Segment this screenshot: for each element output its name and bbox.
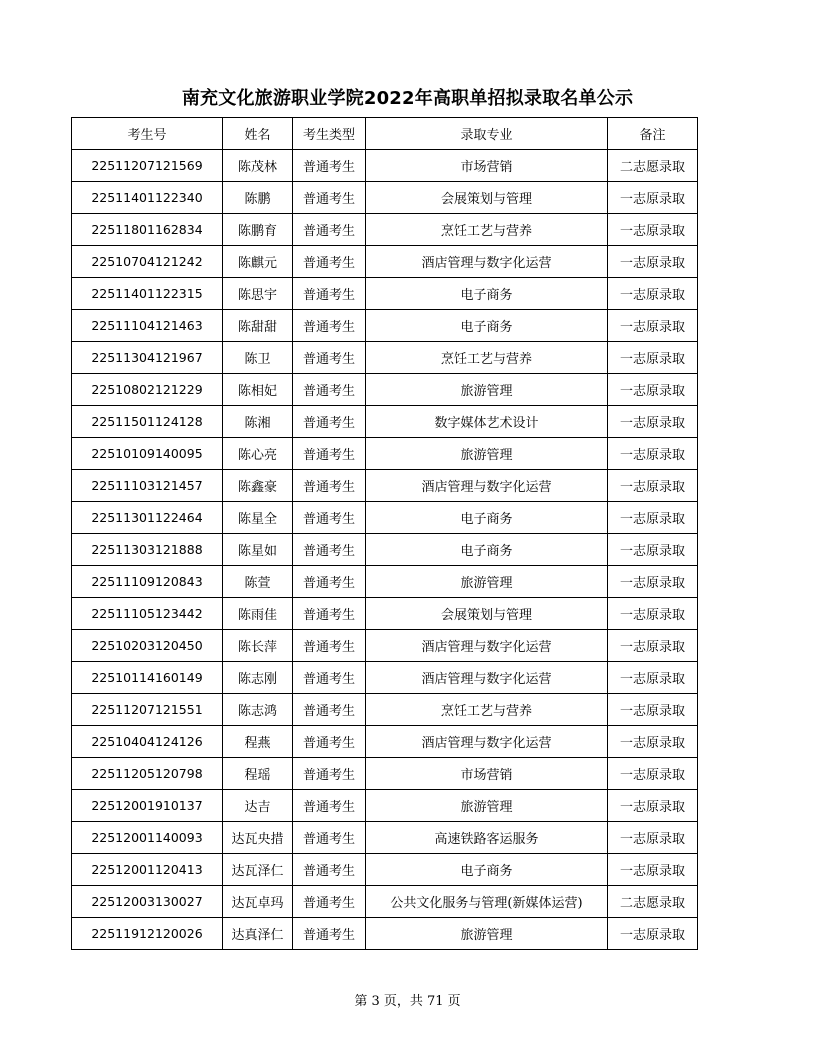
name-cell: 陈萱	[223, 566, 293, 598]
table-row	[72, 790, 698, 822]
remark-cell: 一志原录取	[608, 918, 698, 950]
exam-number-cell: 22510404124126	[72, 726, 223, 758]
major-cell: 酒店管理与数字化运营	[366, 630, 608, 662]
major-cell: 酒店管理与数字化运营	[366, 662, 608, 694]
exam-number-cell: 22511501124128	[72, 406, 223, 438]
header-major: 录取专业	[366, 118, 608, 150]
exam-number-cell: 22510802121229	[72, 374, 223, 406]
table-row	[72, 470, 698, 502]
table-row	[72, 726, 698, 758]
name-cell: 程瑶	[223, 758, 293, 790]
major-cell: 烹饪工艺与营养	[366, 214, 608, 246]
remark-cell: 一志原录取	[608, 438, 698, 470]
candidate-type-cell: 普通考生	[293, 406, 366, 438]
major-cell: 电子商务	[366, 854, 608, 886]
exam-number-cell: 22510109140095	[72, 438, 223, 470]
remark-cell: 一志原录取	[608, 566, 698, 598]
major-cell: 酒店管理与数字化运营	[366, 246, 608, 278]
exam-number-cell: 22510203120450	[72, 630, 223, 662]
exam-number-cell: 22511105123442	[72, 598, 223, 630]
table-body	[72, 150, 698, 950]
table-row	[72, 310, 698, 342]
major-cell: 公共文化服务与管理(新媒体运营)	[366, 886, 608, 918]
exam-number-cell: 22511207121569	[72, 150, 223, 182]
name-cell: 达吉	[223, 790, 293, 822]
table-row	[72, 822, 698, 854]
major-cell: 烹饪工艺与营养	[366, 342, 608, 374]
name-cell: 陈鹏	[223, 182, 293, 214]
remark-cell: 一志原录取	[608, 182, 698, 214]
table-row	[72, 598, 698, 630]
candidate-type-cell: 普通考生	[293, 694, 366, 726]
candidate-type-cell: 普通考生	[293, 758, 366, 790]
table-row	[72, 854, 698, 886]
table-row	[72, 406, 698, 438]
major-cell: 旅游管理	[366, 790, 608, 822]
major-cell: 烹饪工艺与营养	[366, 694, 608, 726]
remark-cell: 一志原录取	[608, 822, 698, 854]
table-row	[72, 150, 698, 182]
table-row	[72, 502, 698, 534]
remark-cell: 二志愿录取	[608, 150, 698, 182]
major-cell: 高速铁路客运服务	[366, 822, 608, 854]
table-row	[72, 438, 698, 470]
major-cell: 会展策划与管理	[366, 182, 608, 214]
major-cell: 会展策划与管理	[366, 598, 608, 630]
candidate-type-cell: 普通考生	[293, 470, 366, 502]
candidate-type-cell: 普通考生	[293, 854, 366, 886]
major-cell: 旅游管理	[366, 566, 608, 598]
remark-cell: 一志原录取	[608, 758, 698, 790]
candidate-type-cell: 普通考生	[293, 502, 366, 534]
name-cell: 程燕	[223, 726, 293, 758]
exam-number-cell: 22511401122340	[72, 182, 223, 214]
candidate-type-cell: 普通考生	[293, 534, 366, 566]
name-cell: 陈鑫豪	[223, 470, 293, 502]
candidate-type-cell: 普通考生	[293, 790, 366, 822]
major-cell: 电子商务	[366, 534, 608, 566]
remark-cell: 一志原录取	[608, 278, 698, 310]
candidate-type-cell: 普通考生	[293, 438, 366, 470]
name-cell: 陈长萍	[223, 630, 293, 662]
table-row	[72, 566, 698, 598]
admission-table	[71, 117, 698, 950]
remark-cell: 一志原录取	[608, 694, 698, 726]
remark-cell: 一志原录取	[608, 374, 698, 406]
major-cell: 酒店管理与数字化运营	[366, 726, 608, 758]
name-cell: 陈麒元	[223, 246, 293, 278]
table-row	[72, 374, 698, 406]
name-cell: 陈相妃	[223, 374, 293, 406]
remark-cell: 一志原录取	[608, 598, 698, 630]
major-cell: 电子商务	[366, 502, 608, 534]
candidate-type-cell: 普通考生	[293, 726, 366, 758]
major-cell: 酒店管理与数字化运营	[366, 470, 608, 502]
major-cell: 电子商务	[366, 278, 608, 310]
name-cell: 陈星如	[223, 534, 293, 566]
exam-number-cell: 22511205120798	[72, 758, 223, 790]
remark-cell: 一志原录取	[608, 790, 698, 822]
exam-number-cell: 22511303121888	[72, 534, 223, 566]
table-row	[72, 534, 698, 566]
candidate-type-cell: 普通考生	[293, 246, 366, 278]
remark-cell: 一志原录取	[608, 214, 698, 246]
exam-number-cell: 22511301122464	[72, 502, 223, 534]
remark-cell: 一志原录取	[608, 310, 698, 342]
remark-cell: 一志原录取	[608, 406, 698, 438]
header-exam-number: 考生号	[72, 118, 223, 150]
name-cell: 陈雨佳	[223, 598, 293, 630]
name-cell: 陈心亮	[223, 438, 293, 470]
name-cell: 陈思宇	[223, 278, 293, 310]
remark-cell: 一志原录取	[608, 342, 698, 374]
table-row	[72, 630, 698, 662]
exam-number-cell: 22511801162834	[72, 214, 223, 246]
name-cell: 陈鹏育	[223, 214, 293, 246]
major-cell: 数字媒体艺术设计	[366, 406, 608, 438]
exam-number-cell: 22512001140093	[72, 822, 223, 854]
candidate-type-cell: 普通考生	[293, 566, 366, 598]
name-cell: 陈卫	[223, 342, 293, 374]
remark-cell: 一志原录取	[608, 470, 698, 502]
table-row	[72, 342, 698, 374]
major-cell: 旅游管理	[366, 438, 608, 470]
name-cell: 陈星全	[223, 502, 293, 534]
major-cell: 市场营销	[366, 150, 608, 182]
header-remark: 备注	[608, 118, 698, 150]
table-row	[72, 662, 698, 694]
remark-cell: 一志原录取	[608, 854, 698, 886]
table-row	[72, 918, 698, 950]
name-cell: 陈茂林	[223, 150, 293, 182]
table-row	[72, 182, 698, 214]
table-row	[72, 758, 698, 790]
candidate-type-cell: 普通考生	[293, 310, 366, 342]
table-row	[72, 246, 698, 278]
name-cell: 陈甜甜	[223, 310, 293, 342]
name-cell: 达瓦泽仁	[223, 854, 293, 886]
name-cell: 达瓦卓玛	[223, 886, 293, 918]
candidate-type-cell: 普通考生	[293, 374, 366, 406]
table-header-row	[72, 118, 698, 150]
candidate-type-cell: 普通考生	[293, 598, 366, 630]
page-footer: 第 3 页，共 71 页	[354, 994, 461, 1009]
candidate-type-cell: 普通考生	[293, 342, 366, 374]
candidate-type-cell: 普通考生	[293, 662, 366, 694]
candidate-type-cell: 普通考生	[293, 822, 366, 854]
remark-cell: 一志原录取	[608, 246, 698, 278]
major-cell: 市场营销	[366, 758, 608, 790]
name-cell: 陈湘	[223, 406, 293, 438]
exam-number-cell: 22510704121242	[72, 246, 223, 278]
major-cell: 电子商务	[366, 310, 608, 342]
candidate-type-cell: 普通考生	[293, 886, 366, 918]
candidate-type-cell: 普通考生	[293, 278, 366, 310]
name-cell: 陈志刚	[223, 662, 293, 694]
remark-cell: 一志原录取	[608, 630, 698, 662]
name-cell: 陈志鸿	[223, 694, 293, 726]
candidate-type-cell: 普通考生	[293, 630, 366, 662]
candidate-type-cell: 普通考生	[293, 182, 366, 214]
name-cell: 达真泽仁	[223, 918, 293, 950]
exam-number-cell: 22511109120843	[72, 566, 223, 598]
candidate-type-cell: 普通考生	[293, 918, 366, 950]
page-title: 南充文化旅游职业学院2022年高职单招拟录取名单公示	[181, 88, 634, 109]
candidate-type-cell: 普通考生	[293, 150, 366, 182]
table-row	[72, 278, 698, 310]
header-name: 姓名	[223, 118, 293, 150]
candidate-type-cell: 普通考生	[293, 214, 366, 246]
exam-number-cell: 22512003130027	[72, 886, 223, 918]
remark-cell: 二志愿录取	[608, 886, 698, 918]
exam-number-cell: 22511207121551	[72, 694, 223, 726]
exam-number-cell: 22511304121967	[72, 342, 223, 374]
remark-cell: 一志原录取	[608, 662, 698, 694]
exam-number-cell: 22511912120026	[72, 918, 223, 950]
exam-number-cell: 22512001120413	[72, 854, 223, 886]
name-cell: 达瓦央措	[223, 822, 293, 854]
table-row	[72, 694, 698, 726]
remark-cell: 一志原录取	[608, 726, 698, 758]
exam-number-cell: 22511103121457	[72, 470, 223, 502]
exam-number-cell: 22511401122315	[72, 278, 223, 310]
exam-number-cell: 22511104121463	[72, 310, 223, 342]
table-row	[72, 886, 698, 918]
exam-number-cell: 22512001910137	[72, 790, 223, 822]
remark-cell: 一志原录取	[608, 534, 698, 566]
table-row	[72, 214, 698, 246]
major-cell: 旅游管理	[366, 374, 608, 406]
header-candidate-type: 考生类型	[293, 118, 366, 150]
exam-number-cell: 22510114160149	[72, 662, 223, 694]
remark-cell: 一志原录取	[608, 502, 698, 534]
major-cell: 旅游管理	[366, 918, 608, 950]
